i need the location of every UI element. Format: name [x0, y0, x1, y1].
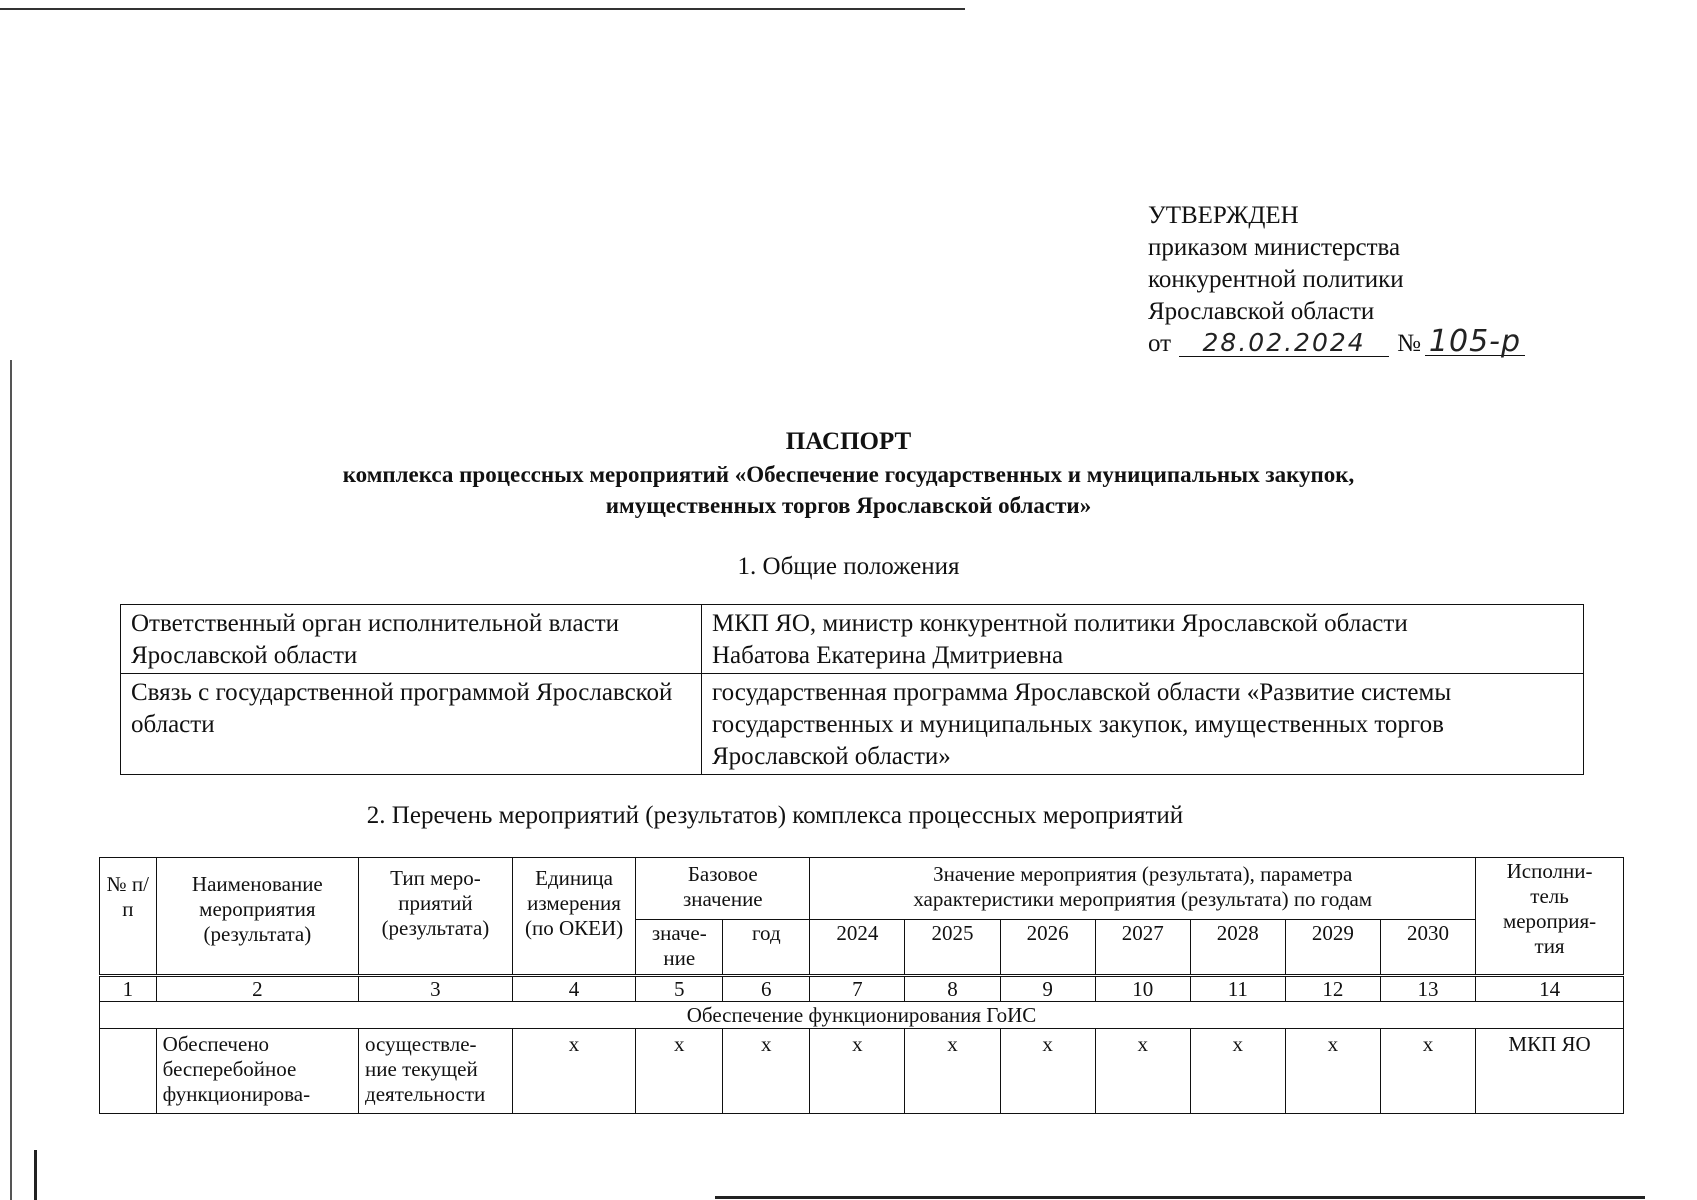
cell-base-year: х — [723, 1029, 810, 1114]
cell-year-value: х — [1095, 1029, 1190, 1114]
header-base-year: год — [723, 920, 810, 976]
column-number: 6 — [723, 976, 810, 1002]
header-year: 2027 — [1095, 920, 1190, 976]
value-line: МКП ЯО, министр конкурентной политики Ярославской области — [712, 610, 1408, 637]
header-line: Исполни- — [1506, 859, 1593, 883]
group-row — [100, 1002, 1624, 1029]
header-values-by-year — [810, 858, 1476, 920]
header-executor — [1476, 858, 1624, 976]
page-subtitle: комплекса процессных мероприятий «Обеспечение государственных и муниципальных закупок, — [342, 462, 1355, 487]
column-number: 14 — [1476, 976, 1624, 1002]
cell-unit: х — [512, 1029, 635, 1114]
header-base — [636, 858, 810, 920]
value-line: государственных и муниципальных закупок, имущественных торгов — [712, 711, 1444, 738]
approval-ot-label: от — [1148, 330, 1172, 357]
cell-line: функционирова- — [162, 1082, 311, 1106]
header-line: тия — [1534, 934, 1565, 958]
header-line: мероприя- — [1502, 909, 1597, 933]
header-line: Тип меро- — [390, 866, 481, 890]
cell-base-value: х — [636, 1029, 723, 1114]
approval-line: конкурентной политики — [1148, 266, 1404, 293]
column-number: 11 — [1190, 976, 1285, 1002]
header-line: характеристики мероприятия (результата) по годам — [913, 887, 1373, 911]
header-year: 2026 — [1000, 920, 1095, 976]
cell-year-value: х — [905, 1029, 1000, 1114]
scan-edge-left-mark — [34, 1150, 37, 1200]
column-number: 9 — [1000, 976, 1095, 1002]
header-line: значе- — [651, 921, 707, 945]
cell-line: осуществле- — [365, 1032, 477, 1056]
value-line: государственная программа Ярославской области «Развитие системы — [712, 679, 1452, 706]
header-name: Наименование мероприятия (результата) — [156, 858, 358, 976]
cell-no — [100, 1029, 157, 1114]
cell-year-value: х — [1190, 1029, 1285, 1114]
scan-edge-top — [0, 8, 965, 10]
header-line: Базовое — [687, 862, 758, 886]
section2-heading: 2. Перечень мероприятий (результатов) комплекса процессных мероприятий — [366, 802, 1184, 829]
cell-year-value: х — [1285, 1029, 1380, 1114]
table-cell-value — [702, 605, 1584, 674]
approval-line: приказом министерства — [1148, 234, 1401, 261]
column-number: 8 — [905, 976, 1000, 1002]
cell-line: деятельности — [365, 1082, 486, 1106]
general-provisions-table — [120, 604, 1584, 775]
page-title: ПАСПОРТ — [785, 428, 912, 455]
cell-year-value: х — [810, 1029, 905, 1114]
approval-date-line — [1148, 324, 1525, 360]
column-number: 5 — [636, 976, 723, 1002]
column-number-row — [100, 976, 1624, 1002]
cell-type — [359, 1029, 513, 1114]
column-number: 12 — [1285, 976, 1380, 1002]
value-line: Ярославской области» — [712, 743, 951, 770]
cell-line: бесперебойное — [162, 1057, 297, 1081]
table-cell-label: Ответственный орган исполнительной власти Ярославской области — [121, 605, 702, 674]
column-number: 1 — [100, 976, 157, 1002]
scan-edge-bottom — [715, 1196, 1645, 1199]
header-year: 2024 — [810, 920, 905, 976]
header-base-value — [636, 920, 723, 976]
approval-title: УТВЕРЖДЕН — [1148, 202, 1299, 229]
header-year: 2025 — [905, 920, 1000, 976]
column-number: 7 — [810, 976, 905, 1002]
header-line: Единица — [535, 866, 613, 890]
approval-stamp — [1148, 200, 1525, 360]
table-row — [121, 674, 1584, 775]
table-header-row — [100, 858, 1624, 920]
column-number: 10 — [1095, 976, 1190, 1002]
section1-heading: 1. Общие положения — [737, 553, 960, 580]
header-year: 2029 — [1285, 920, 1380, 976]
column-number: 13 — [1380, 976, 1475, 1002]
header-line: приятий — [398, 891, 473, 915]
table-row — [121, 605, 1584, 674]
approval-number-sign: № — [1397, 330, 1421, 357]
header-year: 2028 — [1190, 920, 1285, 976]
page-subtitle: имущественных торгов Ярославской области» — [605, 493, 1092, 518]
approval-number: 105-р — [1425, 329, 1525, 356]
header-line: Значение мероприятия (результата), параметра — [933, 862, 1353, 886]
table-cell-value — [702, 674, 1584, 775]
cell-line: Обеспечено — [162, 1032, 270, 1056]
cell-year-value: х — [1380, 1029, 1475, 1114]
column-number: 4 — [512, 976, 635, 1002]
approval-date: 28.02.2024 — [1179, 330, 1389, 357]
header-line: значение — [682, 887, 763, 911]
cell-line: ние текущей — [365, 1057, 478, 1081]
header-line: (результата) — [381, 916, 490, 940]
header-line: (по ОКЕИ) — [524, 916, 624, 940]
cell-year-value: х — [1000, 1029, 1095, 1114]
cell-name — [156, 1029, 358, 1114]
header-line: тель — [1530, 884, 1569, 908]
header-no: № п/п — [100, 858, 157, 976]
measures-table — [99, 857, 1624, 1114]
cell-executor: МКП ЯО — [1476, 1029, 1624, 1114]
column-number: 3 — [359, 976, 513, 1002]
table-row — [100, 1029, 1624, 1114]
header-type — [359, 858, 513, 976]
header-year: 2030 — [1380, 920, 1475, 976]
header-line: ние — [663, 946, 696, 970]
group-title: Обеспечение функционирования ГоИС — [100, 1002, 1624, 1029]
table-cell-label: Связь с государственной программой Ярославской области — [121, 674, 702, 775]
value-line: Набатова Екатерина Дмитриевна — [712, 642, 1064, 669]
header-line: измерения — [527, 891, 621, 915]
header-unit — [512, 858, 635, 976]
approval-line: Ярославской области — [1148, 298, 1375, 325]
column-number: 2 — [156, 976, 358, 1002]
